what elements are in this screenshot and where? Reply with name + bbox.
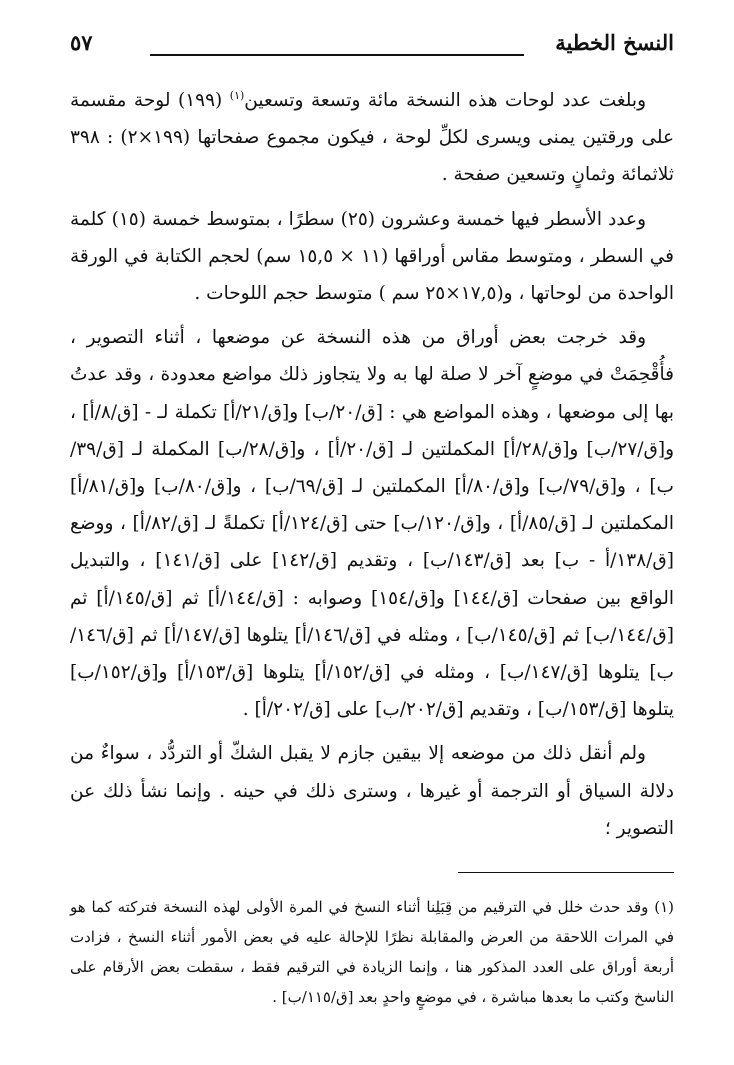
footnote-reference: (١) bbox=[229, 88, 245, 102]
paragraph-total-panels bbox=[70, 82, 674, 194]
body-text bbox=[70, 82, 674, 854]
page-header bbox=[70, 30, 674, 66]
paragraph-line-count: وعدد الأسطر فيها خمسة وعشرون (٢٥) سطرًا ، بمتوسط خمسة (١٥) كلمة في السطر ، ومتوسط مقاس أوراقها (١١ × ١٥,٥ سم) لحجم الكتابة في الورقة الواحدة من لوحاتها ، و(١٧,٥×٢٥ سم ) متوسط حجم اللوحات . bbox=[70, 208, 675, 305]
footnote-1 bbox=[70, 892, 674, 1012]
header-rule bbox=[150, 54, 524, 56]
footnote-text: (١) وقد حدث خلل في الترقيم من قِبَلِنا أثناء النسخ في المرة الأولى لهذه النسخة فتركته كما هو في المرات اللاحقة من العرض والمقابلة نظرًا للإحالة عليه في بعض الأمور أثناء النسخ ، فزادت أربعة أوراق على العدد المذكور هنا ، وإنما الزيادة في الترقيم فقط ، سقطت بعض الأرقام على الناسخ وكتب ما بعدها مباشرة ، في موضعٍ واحدٍ بعد [ق/١١٥/ب] . bbox=[70, 898, 674, 1006]
paragraph-text: وبلغت عدد لوحات هذه النسخة مائة وتسعة وتسعين bbox=[244, 90, 646, 111]
footnotes bbox=[70, 892, 674, 1012]
page-number: ٥٧ bbox=[70, 30, 93, 55]
footnote-separator bbox=[458, 872, 674, 873]
paragraph-misplaced-leaves: وقد خرجت بعض أوراق من هذه النسخة عن موضعها ، أثناء التصوير ، فأُقْحِمَتْ في موضعٍ آخر لا صلة لها به ولا يتجاوز ذلك مواضع معدودة ، وقد عدتُ بها إلى موضعها ، وهذه المواضع هي : [ق/٢٠/ب] و[ق/٢١/أ] تكملة لـ - [ق/٨/أ] ، و[ق/٢٧/ب] و[ق/٢٨/أ] المكملتين لـ [ق/٢٠/أ] ، و[ق/٢٨/ب] المكملة لـ [ق/٣٩/ب] ، و[ق/٧٩/ب] و[ق/٨٠/أ] المكملتين لـ [ق/٦٩/ب] ، و[ق/٨٠/ب] و[ق/٨١/أ] المكملتين لـ [ق/٨٥/أ] ، و[ق/١٢٠/ب] حتى [ق/١٢٤/أ] تكملةً لـ [ق/٨٢/أ] ، ووضع [ق/١٣٨/أ - ب] بعد [ق/١٤٣/ب] ، وتقديم [ق/١٤٢] على [ق/١٤١] ، والتبديل الواقع بين صفحات [ق/١٤٤] و[ق/١٥٤] وصوابه : [ق/١٤٤/أ] ثم [ق/١٤٥/أ] ثم [ق/١٤٤/ب] ثم [ق/١٤٥/ب] ، ومثله في [ق/١٤٦/أ] يتلوها [ق/١٤٧/أ] ثم [ق/١٤٦/ب] يتلوها [ق/١٤٧/ب] ، ومثله في [ق/١٥٢/أ] يتلوها [ق/١٥٣/أ] و[ق/١٥٢/ب] يتلوها [ق/١٥٣/ب] ، وتقديم [ق/٢٠٢/ب] على [ق/٢٠٢/أ] . bbox=[70, 327, 675, 721]
paragraph-certainty: ولم أنقل ذلك من موضعه إلا بيقين جازم لا يقبل الشكّ أو التردُّد ، سواءٌ من دلالة السياق أو الترجمة أو غيرها ، وسترى ذلك في حينه . وإنما نشأ ذلك عن التصوير ؛ bbox=[70, 743, 674, 839]
running-title: النسخ الخطية bbox=[555, 30, 674, 55]
paragraph-text: (١٩٩) لوحة مقسمة على ورقتين يمنى ويسرى لكلِّ لوحة ، فيكون مجموع صفحاتها (١٩٩×٢) : ٣٩٨ ثلاثمائة وثمانٍ وتسعين صفحة . bbox=[70, 90, 674, 186]
